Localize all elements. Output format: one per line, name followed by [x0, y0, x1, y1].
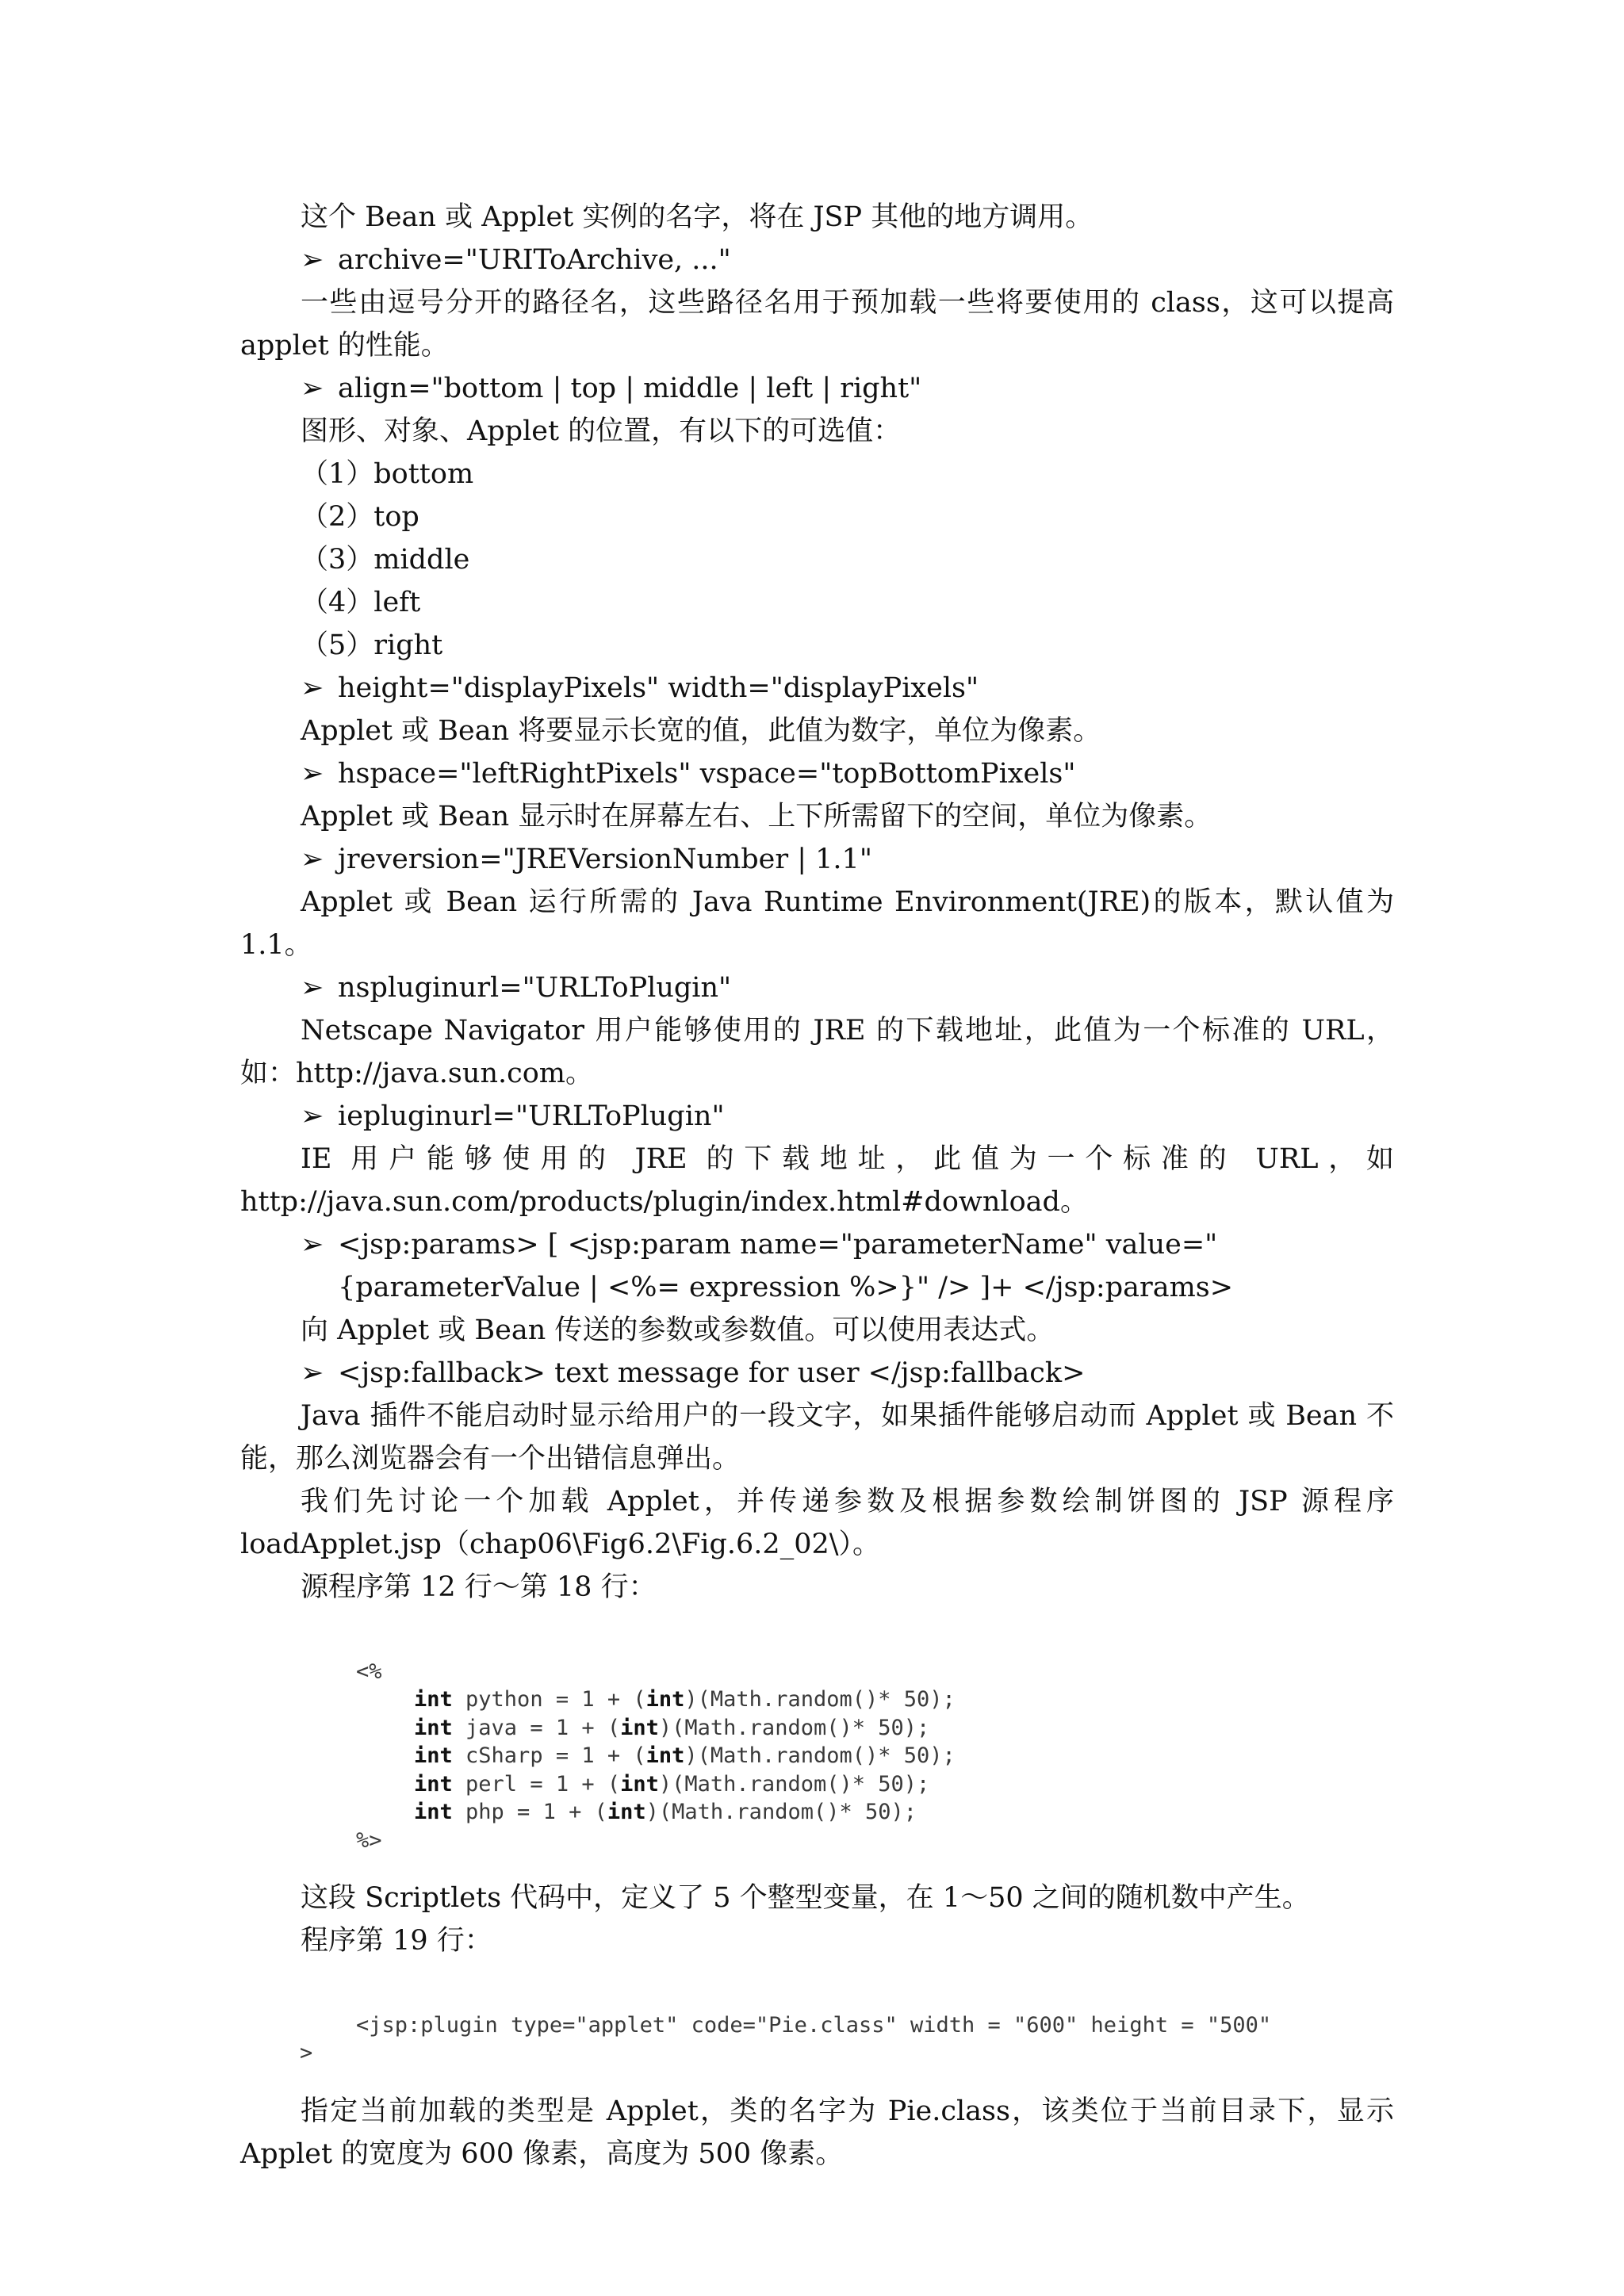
code-line: [240, 1798, 1394, 1827]
bullet-arrow-icon: ➢: [301, 1357, 324, 1389]
bullet-item: [240, 667, 1394, 710]
bullet-item: [240, 1095, 1394, 1138]
code-text: java = 1 + (: [452, 1715, 621, 1740]
option-item: （3）middle: [301, 544, 470, 576]
bullet-text: iepluginurl="URLToPlugin": [338, 1100, 725, 1132]
code-text: )(Math.random()* 50);: [658, 1771, 930, 1797]
bullet-text: hspace="leftRightPixels" vspace="topBottomPixels": [338, 758, 1076, 790]
bullet-arrow-icon: ➢: [301, 244, 324, 276]
document-page: [240, 196, 1394, 2175]
code-block-scriptlet: [240, 1629, 1394, 1854]
code-keyword: int: [620, 1771, 659, 1797]
paragraph: 向 Applet 或 Bean 传送的参数或参数值。可以使用表达式。: [301, 1314, 1055, 1346]
code-keyword: int: [414, 1771, 453, 1797]
code-open-tag: <%: [356, 1659, 382, 1684]
paragraph: Java 插件不能启动时显示给用户的一段文字，如果插件能够启动而 Applet 或 Bean 不能，那么浏览器会有一个出错信息弹出。: [240, 1400, 1394, 1475]
code-text: php = 1 + (: [452, 1800, 607, 1824]
code-close-tag: %>: [356, 1827, 382, 1853]
bullet-text: nspluginurl="URLToPlugin": [338, 972, 732, 1004]
code-keyword: int: [645, 1743, 685, 1768]
code-line: [240, 1714, 1394, 1743]
bullet-text: align="bottom | top | middle | left | right": [338, 373, 922, 404]
paragraph: 指定当前加载的类型是 Applet，类的名字为 Pie.class，该类位于当前目录下，显示 Applet 的宽度为 600 像素，高度为 500 像素。: [240, 2095, 1394, 2170]
code-text: python = 1 + (: [452, 1687, 646, 1712]
paragraph: 一些由逗号分开的路径名，这些路径名用于预加载一些将要使用的 class，这可以提高 applet 的性能。: [240, 287, 1394, 362]
code-keyword: int: [414, 1715, 453, 1740]
text-block-middle: [240, 1877, 1394, 1962]
paragraph: Applet 或 Bean 将要显示长宽的值，此值为数字，单位为像素。: [301, 715, 1101, 747]
bullet-item: [240, 1352, 1394, 1395]
code-line: [240, 1686, 1394, 1714]
code-text: )(Math.random()* 50);: [658, 1715, 930, 1740]
code-line: [240, 1742, 1394, 1770]
code-keyword: int: [620, 1715, 659, 1740]
option-item: （2）top: [301, 501, 419, 533]
paragraph: 这个 Bean 或 Applet 实例的名字，将在 JSP 其他的地方调用。: [301, 201, 1094, 233]
bullet-arrow-icon: ➢: [301, 758, 324, 790]
code-keyword: int: [645, 1687, 685, 1712]
code-keyword: int: [414, 1800, 453, 1824]
code-text: )(Math.random()* 50);: [684, 1743, 956, 1768]
code-text: cSharp = 1 + (: [452, 1743, 646, 1768]
paragraph: 我们先讨论一个加载 Applet，并传递参数及根据参数绘制饼图的 JSP 源程序 loadApplet.jsp（chap06\Fig6.2\Fig.6.2_02\）。: [240, 1486, 1394, 1560]
bullet-item: [240, 367, 1394, 410]
bullet-item: [240, 239, 1394, 281]
code-keyword: int: [607, 1800, 646, 1824]
paragraph: 源程序第 12 行～第 18 行：: [301, 1571, 657, 1603]
bullet-arrow-icon: ➢: [301, 1229, 324, 1261]
paragraph: 图形、对象、Applet 的位置，有以下的可选值：: [301, 415, 902, 447]
bullet-arrow-icon: ➢: [301, 844, 324, 875]
bullet-arrow-icon: ➢: [301, 1100, 324, 1132]
code-text: perl = 1 + (: [452, 1771, 621, 1797]
option-item: （1）bottom: [301, 458, 474, 490]
bullet-arrow-icon: ➢: [301, 672, 324, 704]
paragraph: 程序第 19 行：: [301, 1925, 492, 1957]
bullet-text: jreversion="JREVersionNumber | 1.1": [338, 844, 872, 875]
code-line: [240, 1770, 1394, 1799]
bullet-text: height="displayPixels" width="displayPixels": [338, 672, 979, 704]
bullet-text: <jsp:fallback> text message for user </jsp:fallback>: [338, 1357, 1086, 1389]
text-block-bottom: [240, 2090, 1394, 2175]
code-block-plugin: [240, 1983, 1394, 2068]
paragraph: IE 用户能够使用的 JRE 的下载地址，此值为一个标准的 URL，如 http://java.sun.com/products/plugin/index.html#download。: [240, 1143, 1394, 1218]
code-keyword: int: [414, 1687, 453, 1712]
paragraph: Applet 或 Bean 显示时在屏幕左右、上下所需留下的空间，单位为像素。: [301, 801, 1212, 832]
bullet-arrow-icon: ➢: [301, 972, 324, 1004]
bullet-item: [240, 838, 1394, 881]
bullet-arrow-icon: ➢: [301, 373, 324, 404]
bullet-item: [240, 752, 1394, 795]
code-plugin-line: <jsp:plugin type="applet" code="Pie.class" width = "600" height = "500": [356, 2012, 1272, 2038]
bullet-text: archive="URIToArchive, ...": [338, 244, 731, 276]
paragraph: Netscape Navigator 用户能够使用的 JRE 的下载地址，此值为一个标准的 URL，如：http://java.sun.com。: [240, 1015, 1394, 1089]
option-item: （5）right: [301, 629, 443, 661]
code-plugin-close: >: [300, 2041, 313, 2065]
code-text: )(Math.random()* 50);: [684, 1687, 956, 1712]
code-text: )(Math.random()* 50);: [645, 1800, 917, 1824]
code-keyword: int: [414, 1743, 453, 1768]
text-block-top: [240, 196, 1394, 1609]
paragraph: Applet 或 Bean 运行所需的 Java Runtime Environment(JRE)的版本，默认值为 1.1。: [240, 886, 1394, 961]
paragraph: 这段 Scriptlets 代码中，定义了 5 个整型变量，在 1～50 之间的随机数中产生。: [301, 1882, 1310, 1914]
bullet-item: [240, 1223, 1394, 1309]
bullet-item: [240, 966, 1394, 1009]
option-item: （4）left: [301, 587, 421, 618]
bullet-text: <jsp:params> [ <jsp:param name="parameterName" value="{parameterValue | <%= expression %>}" /> ]+ </jsp:params>: [338, 1229, 1234, 1303]
